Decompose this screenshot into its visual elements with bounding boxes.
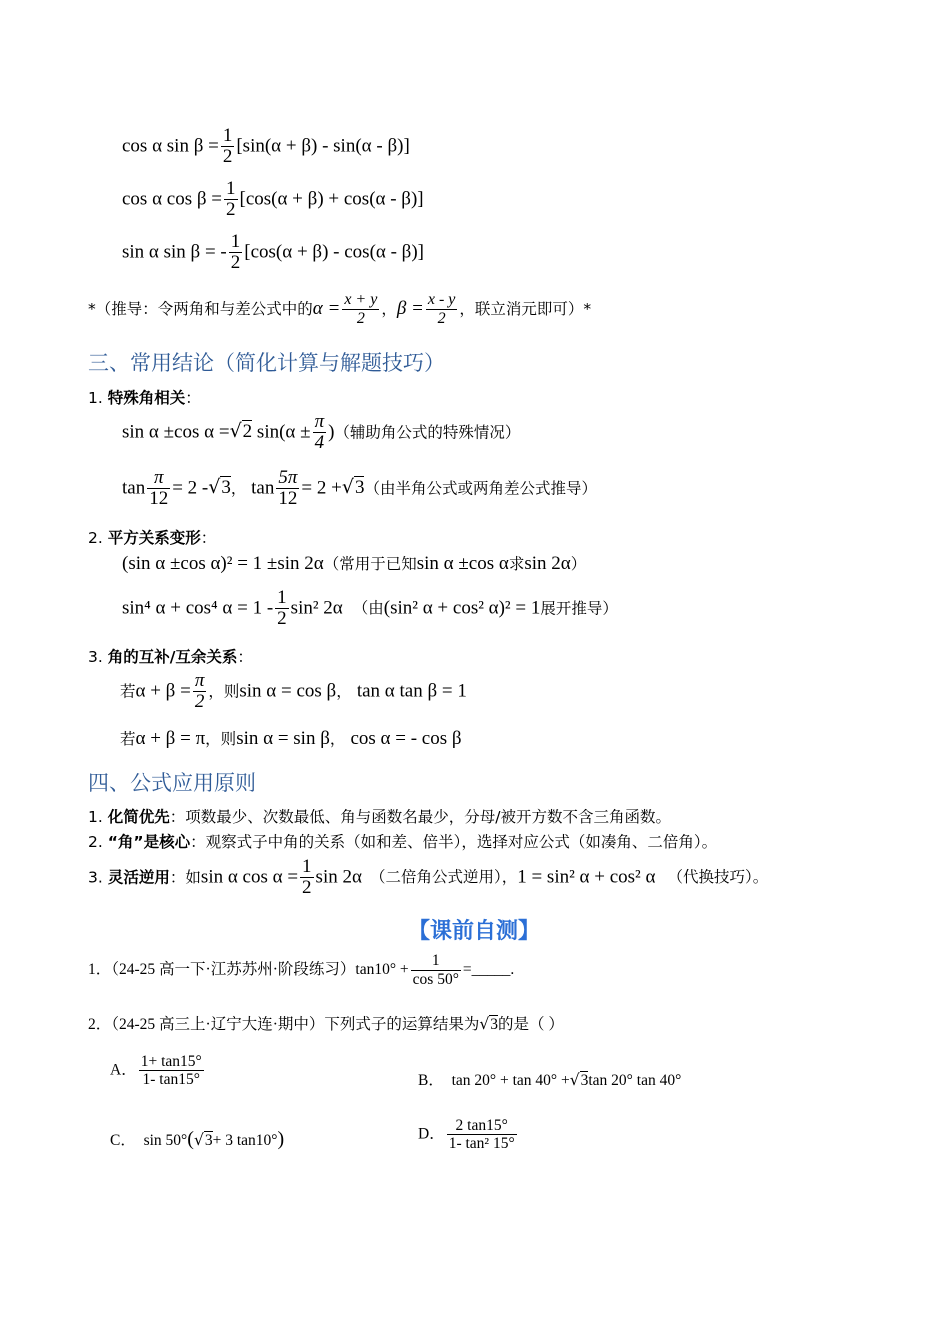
formula-sin-sin: sin α sin β = - $\frac{1}{2}$ [cos(α + β) - cos(α - β)] (122, 231, 424, 273)
formula-cos-sin: cos α sin β = $\frac{1}{2}$ [sin(α + β) - sin(α - β)] (122, 125, 410, 167)
principle-2: 2. “角”是核心：观察式子中角的关系（如和差、倍半），选择对应公式（如凑角、二倍角）。 (88, 833, 718, 851)
item-1-heading: 1. 特殊角相关： (88, 389, 201, 407)
supplementary-relation: 若α + β = π，则sin α = sin β， cos α = - cos β (120, 728, 462, 749)
principle-1: 1. 化简优先：项数最少、次数最低、角与函数名最少，分母/被开方数不含三角函数。 (88, 808, 671, 826)
square-relation-1: (sin α ±cos α)² = 1 ±sin 2α（常用于已知sin α ±cos α求sin 2α） (122, 553, 587, 574)
complementary-relation: 若α + β = $\frac{\pi}{2}$ ，则sin α = cos β， tan α tan β = 1 (120, 670, 467, 712)
option-c[interactable]: C． sin 50°(√3+ 3 tan10°) (110, 1128, 285, 1150)
option-b[interactable]: B． tan 20° + tan 40° +√3tan 20° tan 40° (418, 1071, 682, 1089)
option-d[interactable]: D． $\frac{2 \tan 15^\circ}{\text{1- tan² 15°}}$ (418, 1117, 515, 1153)
pretest-title: 【课前自测】 (408, 919, 541, 944)
tan-special-values: tan $\frac{\pi}{12}$ = 2 -√3， tan $\frac{5\pi}{12}$ = 2 +√3（由半角公式或两角差公式推导） (122, 467, 597, 509)
derivation-note: *（推导：令两角和与差公式中的α = $\frac{x + y}{2}$ ，β = $\frac{x - y}{2}$ ，联立消元即可）* (88, 290, 592, 327)
question-1: 1．（24-25 高一下·江苏苏州·阶段练习）tan10° + $\frac{1}{\cos 50^\circ}$ =_____. (88, 952, 515, 988)
section-4-heading: 四、公式应用原则 (88, 771, 256, 795)
question-2: 2．（24-25 高三上·辽宁大连·期中）下列式子的运算结果为√3的是（ ） (88, 1015, 564, 1033)
principle-3: 3. 灵活逆用：如sin α cos α = $\frac{1}{2}$ sin 2α （二倍角公式逆用），1 = sin² α + cos² α （代换技巧）。 (88, 856, 769, 898)
item-2-heading: 2. 平方关系变形： (88, 529, 217, 547)
section-3-heading: 三、常用结论（简化计算与解题技巧） (88, 351, 445, 375)
formula-cos-cos: cos α cos β = $\frac{1}{2}$ [cos(α + β) + cos(α - β)] (122, 178, 424, 220)
option-a[interactable]: A． $\frac{1+ \tan 15^\circ}{1- \tan 15^\circ}$ (110, 1053, 202, 1089)
square-relation-2: sin⁴ α + cos⁴ α = 1 - $\frac{1}{2}$ sin² 2α （由(sin² α + cos² α)² = 1展开推导） (122, 587, 618, 629)
item-3-heading: 3. 角的互补/互余关系： (88, 648, 253, 666)
auxiliary-angle-formula: sin α ±cos α =√2 sin(α ± $\frac{\pi}{4}$ )（辅助角公式的特殊情况） (122, 411, 521, 453)
